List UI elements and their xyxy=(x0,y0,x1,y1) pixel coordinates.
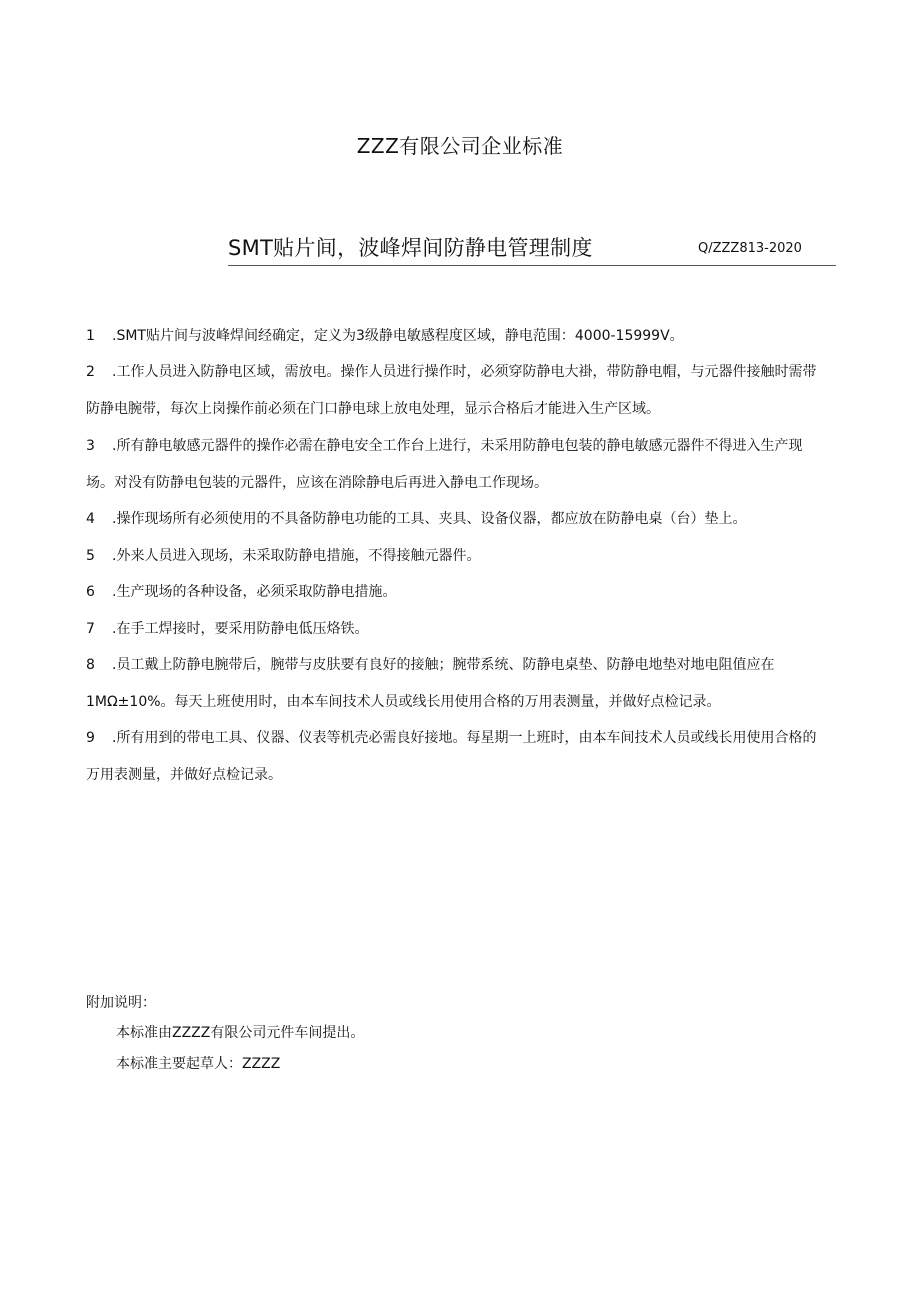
clause-4 xyxy=(86,501,830,538)
clause-7 xyxy=(86,611,830,648)
clause-6 xyxy=(86,574,830,611)
clause-text: .在手工焊接时，要采用防静电低压烙铁。 xyxy=(112,621,369,637)
clause-text: .所有静电敏感元器件的操作必需在静电安全工作台上进行，未采用防静电包装的静电敏感元器件不得进入生产现场。对没有防静电包装的元器件，应该在消除静电后再进入静电工作现场。 xyxy=(86,438,803,491)
clause-text: .生产现场的各种设备，必须采取防静电措施。 xyxy=(112,584,397,600)
company-standard-title: ZZZ有限公司企业标准 xyxy=(356,134,564,158)
document-header xyxy=(228,232,836,266)
clause-text: .外来人员进入现场，未采取防静电措施，不得接触元器件。 xyxy=(112,548,481,564)
clause-number: 4 xyxy=(86,511,95,527)
clause-number: 6 xyxy=(86,584,95,600)
clause-number: 9 xyxy=(86,730,95,746)
clause-9 xyxy=(86,720,830,794)
appendix-label: 附加说明： xyxy=(86,995,156,1011)
clause-text: .操作现场所有必须使用的不具备防静电功能的工具、夹具、设备仪器，都应放在防静电桌（台）垫上。 xyxy=(112,511,747,527)
document-title: SMT贴片间，波峰焊间防静电管理制度 xyxy=(228,236,593,260)
clause-number: 1 xyxy=(86,328,95,344)
clause-number: 7 xyxy=(86,621,95,637)
clause-text: .SMT贴片间与波峰焊间经确定，定义为3级静电敏感程度区域，静电范围：4000-15999V。 xyxy=(112,328,684,344)
clause-3 xyxy=(86,428,830,502)
clause-5 xyxy=(86,538,830,575)
clause-2 xyxy=(86,354,830,428)
clause-text: .员工戴上防静电腕带后，腕带与皮肤要有良好的接触；腕带系统、防静电桌垫、防静电地垫对地电阻值应在1MΩ±10%。每天上班使用时，由本车间技术人员或线长用使用合格的万用表测量，并做好点检记录。 xyxy=(86,657,775,710)
clause-number: 8 xyxy=(86,657,95,673)
clause-text: .所有用到的带电工具、仪器、仪表等机壳必需良好接地。每星期一上班时，由本车间技术人员或线长用使用合格的万用表测量，并做好点检记录。 xyxy=(86,730,817,783)
clause-text: .工作人员进入防静电区域，需放电。操作人员进行操作时，必须穿防静电大褂，带防静电帽，与元器件接触时需带防静电腕带，每次上岗操作前必须在门口静电球上放电处理，显示合格后才能进入生产区域。 xyxy=(86,364,817,417)
clause-1 xyxy=(86,318,830,355)
appendix-proposer: 本标准由ZZZZ有限公司元件车间提出。 xyxy=(116,1025,365,1041)
clause-number: 5 xyxy=(86,548,95,564)
appendix-drafter: 本标准主要起草人：ZZZZ xyxy=(116,1056,281,1072)
clause-number: 2 xyxy=(86,364,95,380)
document-code: Q/ZZZ813-2020 xyxy=(698,241,802,256)
clause-8 xyxy=(86,647,830,721)
clause-number: 3 xyxy=(86,438,95,454)
